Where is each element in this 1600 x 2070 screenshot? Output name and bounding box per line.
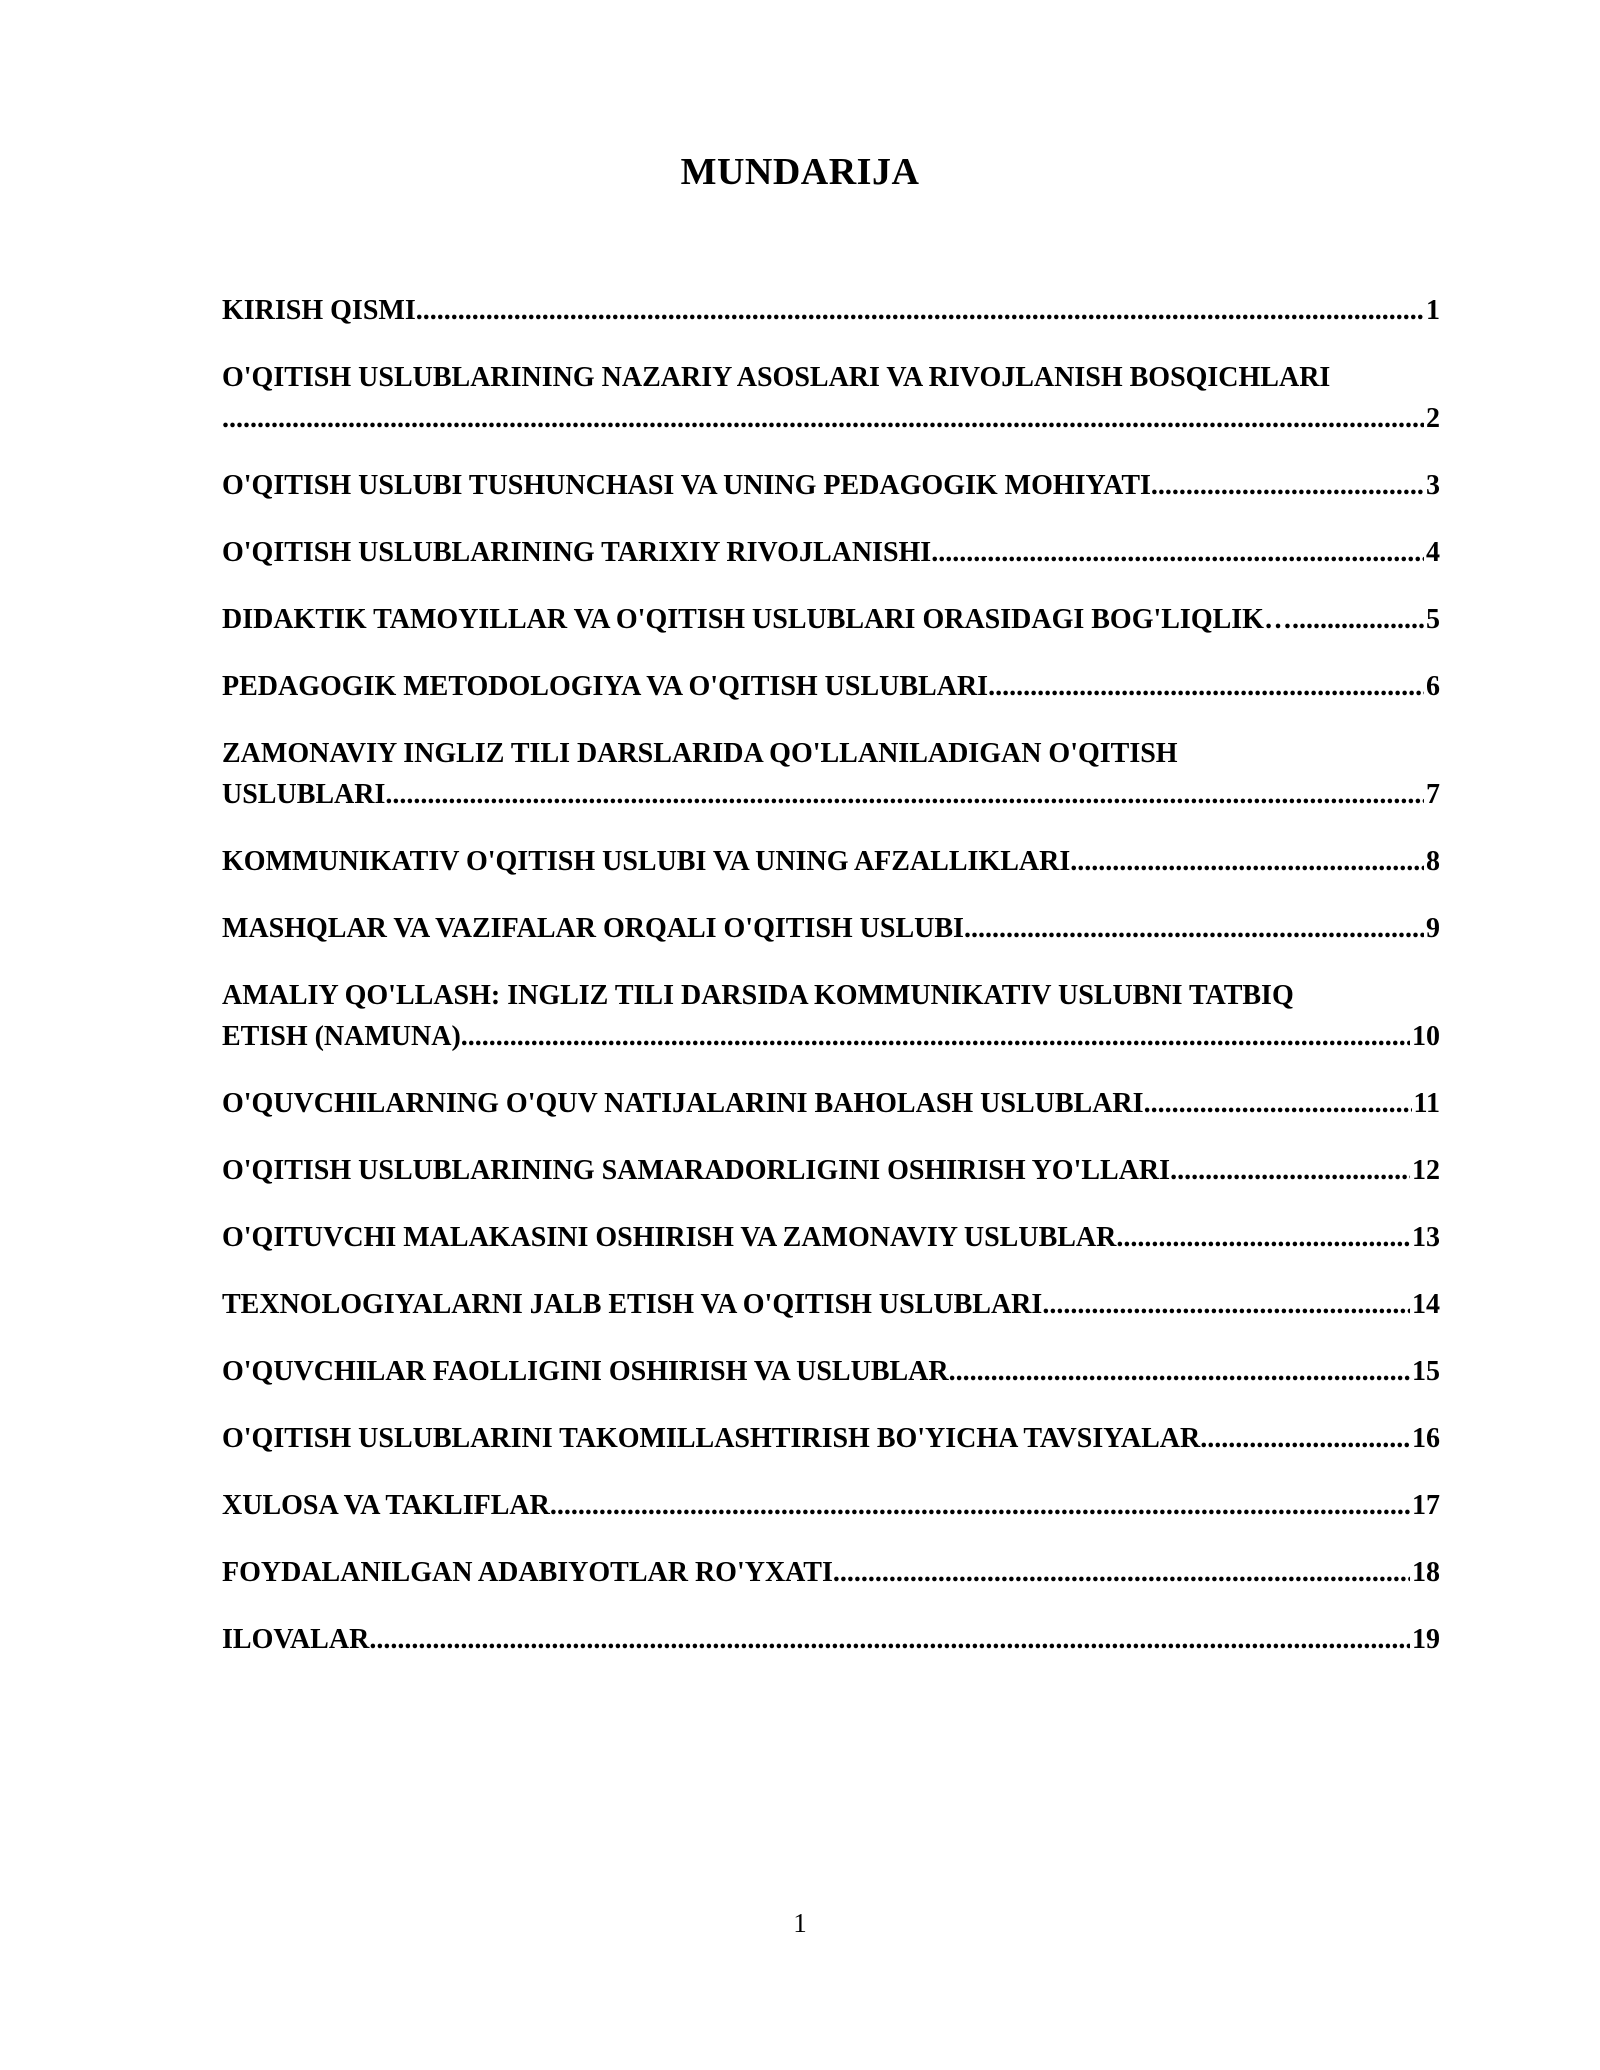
toc-entry-page-number: 8 xyxy=(1426,846,1440,877)
toc-entry-second-line xyxy=(222,1016,1440,1057)
toc-entry-page-number: 10 xyxy=(1412,1021,1440,1052)
toc-entry[interactable] xyxy=(222,1418,1440,1459)
toc-entry-title: O'QITISH USLUBI TUSHUNCHASI VA UNING PEDAGOGIK MOHIYATI xyxy=(222,470,1151,501)
toc-entry-title: O'QITUVCHI MALAKASINI OSHIRISH VA ZAMONAVIY USLUBLAR xyxy=(222,1222,1117,1253)
dot-leader xyxy=(964,908,1424,949)
toc-entry-page-number: 13 xyxy=(1412,1222,1440,1253)
toc-entry[interactable] xyxy=(222,290,1440,331)
page-number: 1 xyxy=(793,1908,807,1938)
dot-leader xyxy=(1292,599,1424,640)
dot-leader xyxy=(1116,1217,1410,1258)
dot-leader xyxy=(1170,1150,1410,1191)
toc-entry[interactable] xyxy=(222,1150,1440,1191)
toc-entry-page-number: 11 xyxy=(1413,1088,1440,1119)
dot-leader xyxy=(1151,465,1424,506)
toc-entry-title-line: ZAMONAVIY INGLIZ TILI DARSLARIDA QO'LLANILADIGAN O'QITISH xyxy=(222,738,1178,769)
dot-leader xyxy=(1200,1418,1410,1459)
dot-leader xyxy=(949,1351,1410,1392)
toc-entry-second-line xyxy=(222,774,1440,815)
toc-entry[interactable] xyxy=(222,1485,1440,1526)
toc-entry[interactable] xyxy=(222,666,1440,707)
toc-entry-title: DIDAKTIK TAMOYILLAR VA O'QITISH USLUBLARI ORASIDAGI BOG'LIQLIK… xyxy=(222,604,1292,635)
toc-entry-title: ILOVALAR xyxy=(222,1624,370,1655)
toc-entry-second-line xyxy=(222,398,1440,439)
toc-entry[interactable] xyxy=(222,1351,1440,1392)
toc-entry-page-number: 6 xyxy=(1426,671,1440,702)
page-title: MUNDARIJA xyxy=(680,151,920,193)
table-of-contents xyxy=(222,290,1440,1686)
toc-entry-page-number: 16 xyxy=(1412,1423,1440,1454)
dot-leader xyxy=(385,774,1424,815)
toc-entry[interactable] xyxy=(222,975,1440,1057)
dot-leader xyxy=(369,1619,1410,1660)
dot-leader xyxy=(416,290,1424,331)
dot-leader xyxy=(931,532,1424,573)
toc-entry[interactable] xyxy=(222,532,1440,573)
toc-entry-title-line: O'QITISH USLUBLARINING NAZARIY ASOSLARI VA RIVOJLANISH BOSQICHLARI xyxy=(222,362,1331,393)
toc-entry-page-number: 15 xyxy=(1412,1356,1440,1387)
toc-entry-title: USLUBLARI xyxy=(222,779,386,810)
toc-entry-page-number: 19 xyxy=(1412,1624,1440,1655)
dot-leader xyxy=(833,1552,1410,1593)
toc-entry-title: KOMMUNIKATIV O'QITISH USLUBI VA UNING AFZALLIKLARI xyxy=(222,846,1071,877)
toc-entry-page-number: 17 xyxy=(1412,1490,1440,1521)
dot-leader xyxy=(1070,841,1424,882)
toc-entry-title: FOYDALANILGAN ADABIYOTLAR RO'YXATI xyxy=(222,1557,833,1588)
toc-entry-page-number: 14 xyxy=(1412,1289,1440,1320)
toc-entry-title-line: AMALIY QO'LLASH: INGLIZ TILI DARSIDA KOMMUNIKATIV USLUBNI TATBIQ xyxy=(222,980,1294,1011)
toc-entry[interactable] xyxy=(222,599,1440,640)
toc-entry[interactable] xyxy=(222,908,1440,949)
toc-entry[interactable] xyxy=(222,1217,1440,1258)
toc-entry[interactable] xyxy=(222,357,1440,439)
toc-entry-title: O'QITISH USLUBLARINING TARIXIY RIVOJLANISHI xyxy=(222,537,932,568)
toc-entry-page-number: 9 xyxy=(1426,913,1440,944)
toc-entry-page-number: 12 xyxy=(1412,1155,1440,1186)
toc-entry-page-number: 4 xyxy=(1426,537,1440,568)
toc-entry-page-number: 7 xyxy=(1426,779,1440,810)
toc-entry-title: O'QUVCHILARNING O'QUV NATIJALARINI BAHOLASH USLUBLARI xyxy=(222,1088,1144,1119)
toc-entry-title: O'QITISH USLUBLARINI TAKOMILLASHTIRISH BO'YICHA TAVSIYALAR xyxy=(222,1423,1201,1454)
toc-entry-page-number: 1 xyxy=(1426,295,1440,326)
toc-entry-title: ETISH (NAMUNA) xyxy=(222,1021,461,1052)
toc-entry-title: O'QUVCHILAR FAOLLIGINI OSHIRISH VA USLUBLAR xyxy=(222,1356,949,1387)
toc-entry-page-number: 18 xyxy=(1412,1557,1440,1588)
toc-entry-page-number: 2 xyxy=(1426,403,1440,434)
toc-entry-page-number: 5 xyxy=(1426,604,1440,635)
toc-entry-page-number: 3 xyxy=(1426,470,1440,501)
dot-leader xyxy=(550,1485,1410,1526)
dot-leader xyxy=(1144,1083,1412,1124)
toc-entry[interactable] xyxy=(222,841,1440,882)
toc-entry-title: TEXNOLOGIYALARNI JALB ETISH VA O'QITISH USLUBLARI xyxy=(222,1289,1043,1320)
dot-leader xyxy=(1042,1284,1410,1325)
toc-entry-title: MASHQLAR VA VAZIFALAR ORQALI O'QITISH USLUBI xyxy=(222,913,964,944)
toc-entry-title: KIRISH QISMI xyxy=(222,295,416,326)
toc-entry[interactable] xyxy=(222,733,1440,815)
dot-leader xyxy=(222,398,1424,439)
toc-entry[interactable] xyxy=(222,1083,1440,1124)
toc-entry[interactable] xyxy=(222,465,1440,506)
dot-leader xyxy=(461,1016,1410,1057)
toc-entry-title: O'QITISH USLUBLARINING SAMARADORLIGINI OSHIRISH YO'LLARI xyxy=(222,1155,1171,1186)
toc-entry-title: PEDAGOGIK METODOLOGIYA VA O'QITISH USLUBLARI xyxy=(222,671,989,702)
dot-leader xyxy=(988,666,1424,707)
toc-entry-title: XULOSA VA TAKLIFLAR xyxy=(222,1490,550,1521)
toc-entry[interactable] xyxy=(222,1619,1440,1660)
toc-entry[interactable] xyxy=(222,1284,1440,1325)
toc-entry[interactable] xyxy=(222,1552,1440,1593)
